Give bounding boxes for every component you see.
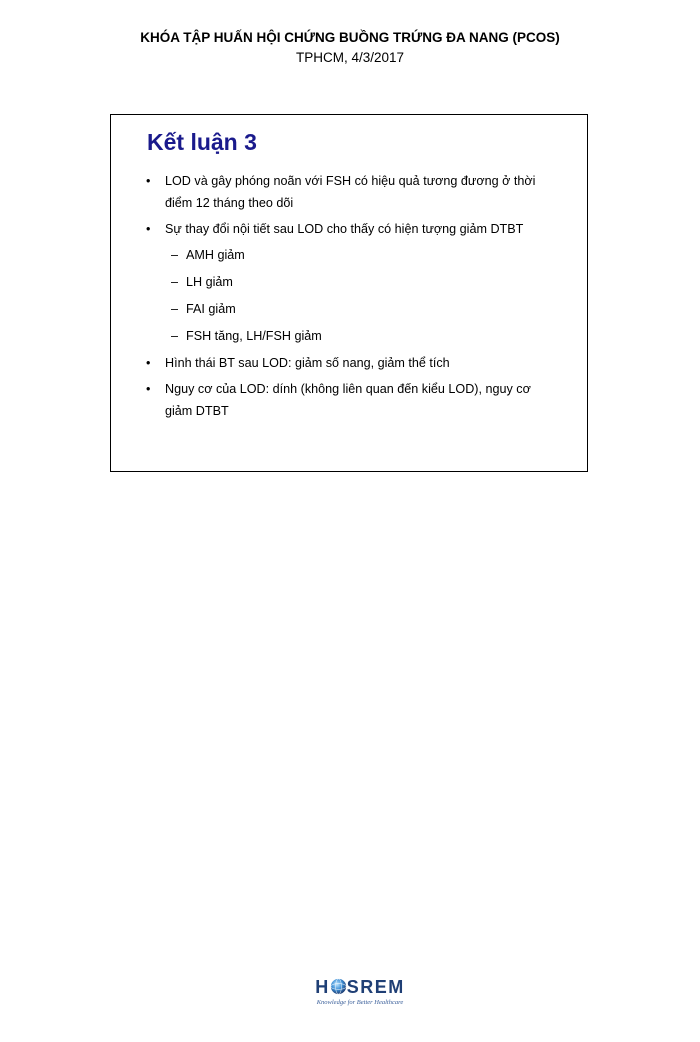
bullet-marker: • [146,382,151,396]
sub-bullet-item [146,271,558,293]
bullet-item [146,352,558,374]
sub-bullet-marker: – [171,302,179,316]
sub-bullet-item [146,325,558,347]
slide-frame [110,114,588,472]
bullet-marker: • [146,174,151,188]
bullet-text: Nguy cơ của LOD: dính (không liên quan đến kiểu LOD), nguy cơ giảm DTBT [165,382,531,418]
bullet-marker: • [146,222,151,236]
sub-bullet-text: FSH tăng, LH/FSH giảm [186,329,322,343]
bullet-text: Sự thay đổi nội tiết sau LOD cho thấy có hiện tượng giảm DTBT [165,222,524,236]
sub-bullet-text: FAI giảm [186,302,236,316]
sub-bullet-item [146,244,558,266]
sub-bullet-marker: – [171,329,179,343]
bullet-item [146,378,558,422]
globe-icon [330,978,347,995]
hosrem-logo [309,976,411,1007]
bullet-text: LOD và gây phóng noãn với FSH có hiệu quả tương đương ở thời điểm 12 tháng theo dõi [165,174,536,210]
bullet-item [146,218,558,240]
sub-bullet-item [146,298,558,320]
sub-bullet-text: LH giảm [186,275,233,289]
document-header [0,28,700,68]
logo-wordmark: H SREM [315,977,405,997]
logo-tagline: Knowledge for Better Healthcare [316,999,404,1006]
slide-title: Kết luận 3 [147,129,257,155]
course-title: KHÓA TẬP HUẤN HỘI CHỨNG BUỒNG TRỨNG ĐA NANG (PCOS) [140,30,560,45]
sub-bullet-marker: – [171,275,179,289]
location-date: TPHCM, 4/3/2017 [295,50,405,65]
bullet-item [146,170,558,214]
bullet-text: Hình thái BT sau LOD: giảm số nang, giảm thể tích [165,356,450,370]
slide-content [146,170,558,426]
sub-bullet-text: AMH giảm [186,248,245,262]
sub-bullet-marker: – [171,248,179,262]
bullet-marker: • [146,356,151,370]
